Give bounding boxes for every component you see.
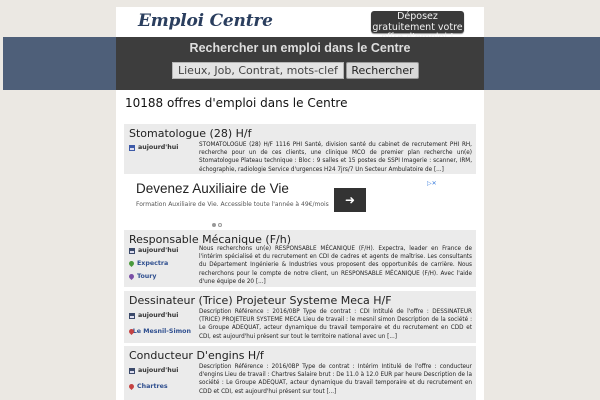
job-description: Description Référence : 2016/0BP Type de contrat : Intérim Intitulé de l'offre : conducteur d'engins Lieu de travail : Chartres Salaire brut : De 11.0 à 12.0 EUR par heure Description de la société : Le Groupe ADEQUAT, acteur dynamique du travail temporaire et du recrutement en CDD et CDI, est aujourd'hui présent sur tout [...] bbox=[199, 364, 472, 395]
job-title[interactable]: Stomatologue (28) H/f bbox=[129, 127, 252, 140]
job-title[interactable]: Dessinateur (Trice) Projeteur Systeme Meca H/F bbox=[129, 294, 392, 307]
ad-choices-icon[interactable]: ▷✕ bbox=[427, 180, 437, 187]
dot-icon[interactable] bbox=[218, 223, 222, 227]
search-button[interactable]: Rechercher bbox=[346, 62, 419, 79]
site-header bbox=[116, 7, 484, 37]
job-listing[interactable] bbox=[124, 124, 476, 174]
ad-subtitle: Formation Auxiliaire de Vie. Accessible toute l'année à 49€/mois bbox=[136, 201, 329, 208]
job-date: aujourd'hui bbox=[138, 247, 179, 254]
location-pin-icon bbox=[129, 329, 130, 335]
job-title[interactable]: Responsable Mécanique (F/h) bbox=[129, 233, 291, 246]
job-description: Nous recherchons un(e) RESPONSABLE MÉCANIQUE (F/H). Expectra, leader en France de l'intérim spécialisé et du recrutement en CDI de cadres et agents de maîtrise. Les consultants du Département Ingénierie & Industries vous proposent des opportunités de carrière. Nous recherchons pour le compte de notre client, un RESPONSABLE MÉCANIQUE (F/H). Avec l'aide d'une équipe de 20 [...] bbox=[199, 246, 472, 285]
job-company[interactable]: Expectra bbox=[137, 260, 169, 267]
job-meta bbox=[129, 245, 191, 287]
job-meta bbox=[129, 310, 191, 342]
job-location[interactable]: Chartres bbox=[137, 383, 168, 390]
location-pin-icon bbox=[129, 384, 134, 390]
job-listing[interactable] bbox=[124, 230, 476, 287]
ad-arrow-icon[interactable]: ➜ bbox=[334, 188, 366, 212]
job-date: aujourd'hui bbox=[138, 312, 179, 319]
calendar-icon bbox=[129, 145, 135, 151]
job-date: aujourd'hui bbox=[138, 367, 179, 374]
location-pin-icon bbox=[129, 274, 134, 280]
ad-title[interactable]: Devenez Auxiliaire de Vie bbox=[136, 181, 289, 196]
ad-carousel-dots[interactable] bbox=[212, 212, 224, 231]
site-logo[interactable]: Emploi Centre bbox=[138, 11, 273, 31]
job-meta bbox=[129, 142, 191, 158]
job-location[interactable]: Toury bbox=[137, 273, 157, 280]
calendar-icon bbox=[129, 313, 135, 319]
job-listing[interactable] bbox=[124, 291, 476, 343]
job-description: Description Référence : 2016/0BP Type de contrat : CDI Intitulé de l'offre : DESSINATEUR (TRICE) PROJETEUR SYSTEME MECA Lieu de travail : le mesnil simon Description de la société : Le Groupe ADEQUAT, acteur dynamique du travail temporaire et du recrutement en CDD et CDI, est aujourd'hui présent sur tout le territoire national avec un [...] bbox=[199, 309, 472, 340]
job-description: STOMATOLOGUE (28) H/F 1116 PHI Santé, division santé du cabinet de recrutement PHI RH, recherche pour un de ces clients, une clinique MCO de premier plan recherche un(e) Stomatologue Plateau technique : Bloc : 9 salles et 15 postes de SSPI Imagerie : scanner, IRM, échographie, radiologie Service d'urgences H24 7jrs/7 Un Secteur Ambulatoire de [...] bbox=[199, 142, 472, 173]
search-panel bbox=[116, 37, 484, 90]
search-title: Rechercher un emploi dans le Centre bbox=[189, 41, 411, 55]
search-input[interactable] bbox=[172, 62, 344, 79]
job-listing[interactable] bbox=[124, 346, 476, 400]
results-panel bbox=[116, 90, 484, 400]
dot-icon[interactable] bbox=[212, 223, 216, 227]
calendar-icon bbox=[129, 248, 135, 254]
post-job-button[interactable]: Déposez gratuitement votre bbox=[372, 11, 463, 33]
ad-banner[interactable] bbox=[124, 178, 476, 220]
job-title[interactable]: Conducteur D'engins H/f bbox=[129, 349, 264, 362]
calendar-icon bbox=[129, 368, 135, 374]
company-icon bbox=[129, 261, 134, 267]
results-count: 10188 offres d'emploi dans le Centre bbox=[125, 96, 348, 110]
job-meta bbox=[129, 365, 191, 397]
job-location[interactable]: Le Mesnil-Simon bbox=[132, 328, 191, 335]
job-date: aujourd'hui bbox=[138, 144, 179, 151]
